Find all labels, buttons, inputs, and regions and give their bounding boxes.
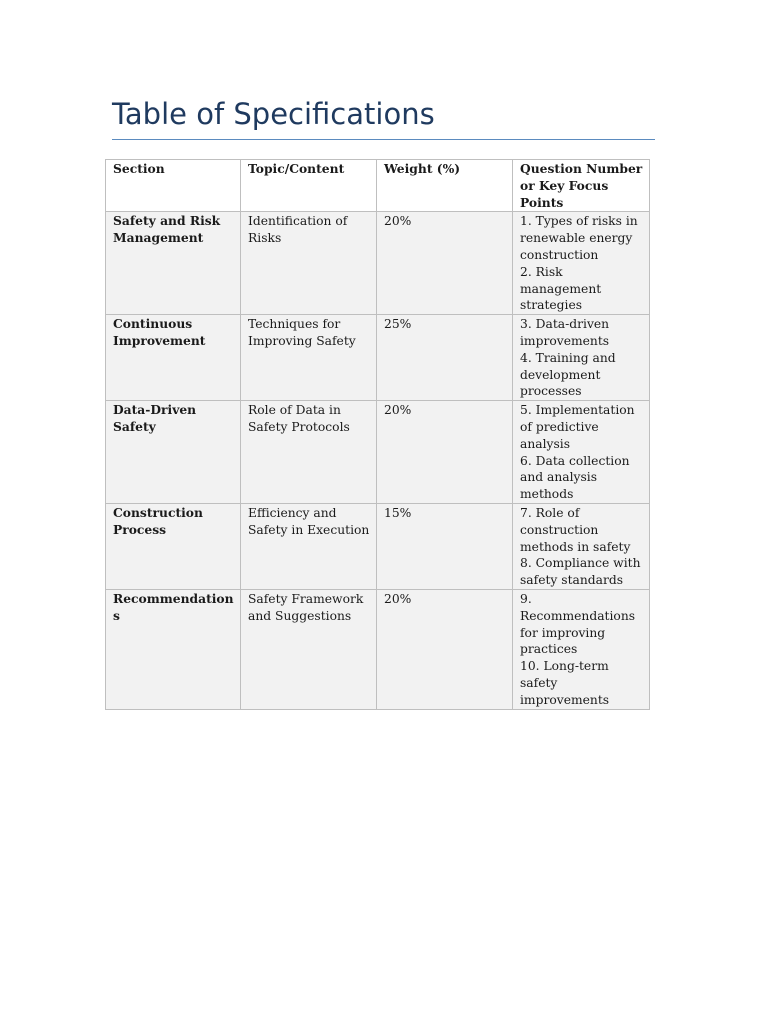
header-focus-points: Question Number or Key Focus Points — [513, 160, 650, 212]
focus-point: 9. Recommendations for improving practices — [520, 591, 636, 657]
focus-point: 1. Types of risks in renewable energy construction — [520, 214, 638, 262]
focus-point: 5. Implementation of predictive analysis — [520, 403, 635, 451]
focus-point: 3. Data-driven improvements — [520, 317, 610, 348]
cell-weight: 25% — [377, 315, 513, 401]
table-row — [106, 503, 650, 589]
cell-weight: 20% — [377, 401, 513, 504]
cell-weight: 20% — [377, 212, 513, 315]
focus-point: 7. Role of construction methods in safety — [520, 505, 631, 554]
cell-focus-points — [513, 212, 650, 315]
header-weight: Weight (%) — [377, 160, 513, 212]
cell-section: Recommendations — [106, 589, 241, 709]
header-section: Section — [106, 160, 241, 212]
cell-section: Safety and Risk Management — [106, 212, 241, 315]
cell-section: Construction Process — [106, 503, 241, 589]
cell-weight: 20% — [377, 589, 513, 709]
cell-focus-points — [513, 503, 650, 589]
cell-focus-points — [513, 315, 650, 401]
cell-focus-points — [513, 589, 650, 709]
table-row — [106, 589, 650, 709]
cell-topic: Role of Data in Safety Protocols — [241, 401, 377, 504]
cell-section: Continuous Improvement — [106, 315, 241, 401]
cell-topic: Safety Framework and Suggestions — [241, 589, 377, 709]
focus-point: 4. Training and development processes — [520, 350, 616, 399]
focus-point: 2. Risk management strategies — [520, 264, 602, 313]
focus-point: 10. Long-term safety improvements — [520, 659, 610, 707]
specifications-table — [105, 159, 650, 710]
cell-weight: 15% — [377, 503, 513, 589]
title-underline — [112, 139, 655, 140]
cell-topic: Efficiency and Safety in Execution — [241, 503, 377, 589]
cell-topic: Identification of Risks — [241, 212, 377, 315]
focus-point: 8. Compliance with safety standards — [520, 556, 641, 588]
focus-point: 6. Data collection and analysis methods — [520, 453, 630, 502]
table-row — [106, 315, 650, 401]
cell-focus-points — [513, 401, 650, 504]
header-topic: Topic/Content — [241, 160, 377, 212]
document-title: Table of Specifications — [112, 97, 435, 131]
cell-topic: Techniques for Improving Safety — [241, 315, 377, 401]
table-row — [106, 212, 650, 315]
table-row — [106, 401, 650, 504]
cell-section: Data-Driven Safety — [106, 401, 241, 504]
table-header-row — [106, 160, 650, 212]
